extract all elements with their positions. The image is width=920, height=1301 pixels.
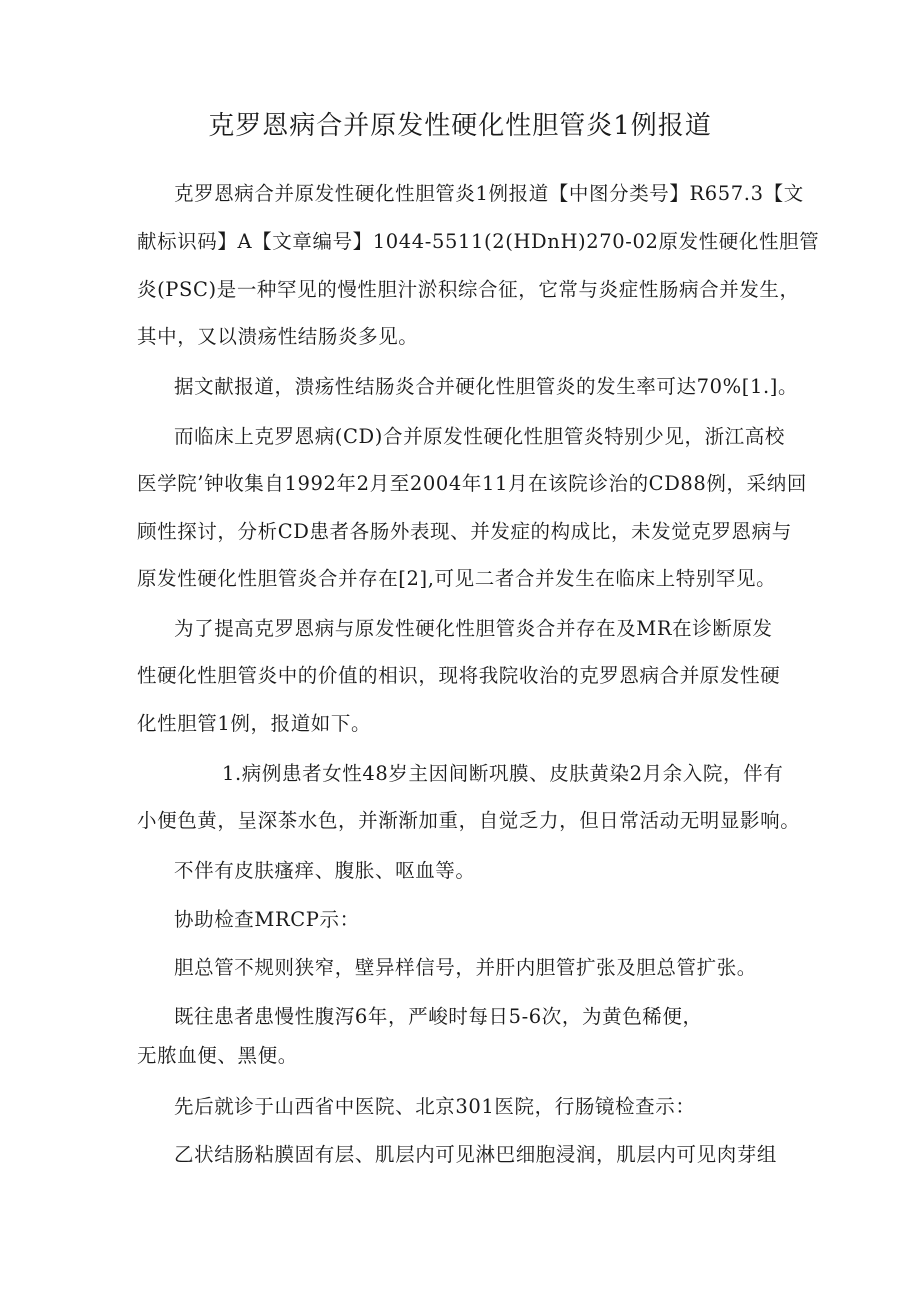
paragraph-line: 原发性硬化性胆管炎合并存在[2],可见二者合并发生在临床上特别罕见。 xyxy=(137,567,777,590)
paragraph-line: 克罗恩病合并原发性硬化性胆管炎1例报道【中图分类号】R657.3【文 xyxy=(174,182,804,205)
paragraph-line: 而临床上克罗恩病(CD)合并原发性硬化性胆管炎特别少见，浙江高校 xyxy=(174,425,785,448)
paragraph-line: 性硬化性胆管炎中的价值的相识，现将我院收治的克罗恩病合并原发性硬 xyxy=(137,664,781,687)
paragraph-line: 献标识码】A【文章编号】1044-5511(2(HDnH)270-02原发性硬化性胆管 xyxy=(137,230,820,253)
paragraph-line: 1.病例患者女性48岁主因间断巩膜、皮肤黄染2月余入院，伴有 xyxy=(222,762,784,785)
paragraph-line: 其中，又以溃疡性结肠炎多见。 xyxy=(137,325,419,348)
document-title: 克罗恩病合并原发性硬化性胆管炎1例报道 xyxy=(208,111,712,141)
paragraph-line: 据文献报道，溃疡性结肠炎合并硬化性胆管炎的发生率可达70%[1.]。 xyxy=(174,375,799,398)
paragraph-line: 顾性探讨，分析CD患者各肠外表现、并发症的构成比，未发觉克罗恩病与 xyxy=(137,520,792,543)
paragraph-line: 无脓血便、黑便。 xyxy=(137,1044,298,1067)
paragraph-line: 乙状结肠粘膜固有层、肌层内可见淋巴细胞浸润，肌层内可见肉芽组 xyxy=(174,1143,778,1166)
paragraph-line: 不伴有皮肤瘙痒、腹胀、呕血等。 xyxy=(174,859,476,882)
paragraph-line: 胆总管不规则狭窄，壁异样信号，并肝内胆管扩张及胆总管扩张。 xyxy=(174,956,757,979)
paragraph-line: 为了提高克罗恩病与原发性硬化性胆管炎合并存在及MR在诊断原发 xyxy=(174,617,773,640)
paragraph-line: 炎(PSC)是一种罕见的慢性胆汁淤积综合征，它常与炎症性肠病合并发生， xyxy=(137,278,800,301)
paragraph-line: 医学院’钟收集自1992年2月至2004年11月在该院诊治的CD88例，采纳回 xyxy=(137,472,807,495)
paragraph-line: 小便色黄，呈深茶水色，并渐渐加重，自觉乏力，但日常活动无明显影响。 xyxy=(137,809,801,832)
paragraph-line: 既往患者患慢性腹泻6年，严峻时每日5-6次，为黄色稀便， xyxy=(174,1005,703,1028)
paragraph-line: 先后就诊于山西省中医院、北京301医院，行肠镜检查示： xyxy=(174,1095,696,1118)
paragraph-line: 化性胆管1例，报道如下。 xyxy=(137,712,372,735)
paragraph-line: 协助检查MRCP示： xyxy=(174,908,360,931)
